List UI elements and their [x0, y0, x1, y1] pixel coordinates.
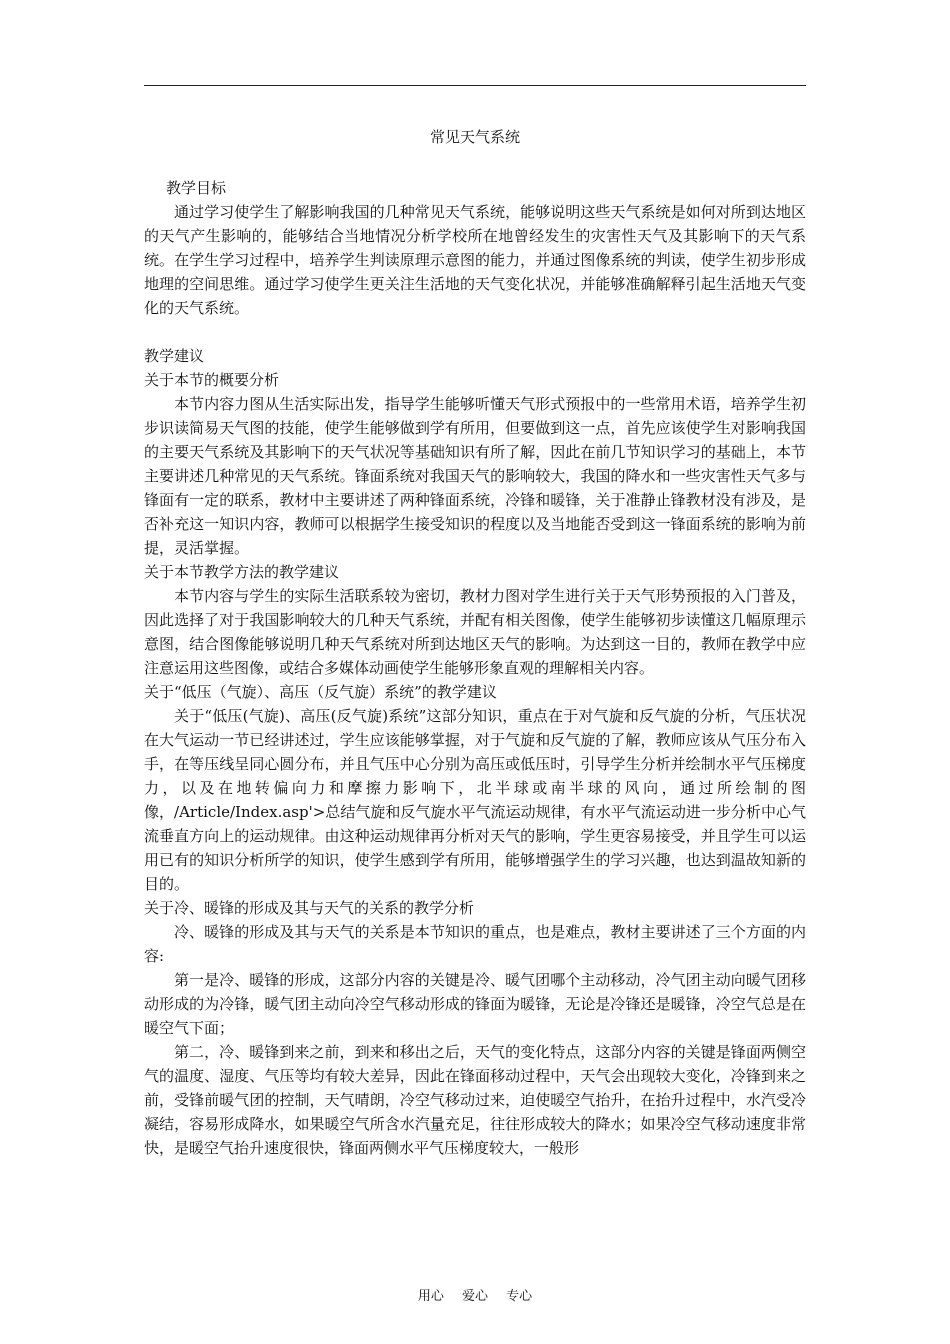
overview-paragraph: 本节内容力图从生活实际出发，指导学生能够听懂天气形式预报中的一些常用术语，培养学生初步识读简易天气图的技能，使学生能够做到学有所用，但要做到这一点，首先应该使学生对影响我国的主要天气系统及其影响下的天气状况等基础知识有所了解，因此在前几节知识学习的基础上，本节主要讲述几种常见的天气系统。锋面系统对我国天气的影响较大，我国的降水和一些灾害性天气多与锋面有一定的联系，教材中主要讲述了两种锋面系统，冷锋和暖锋，关于准静止锋教材没有涉及，是否补充这一知识内容，教师可以根据学生接受知识的程度以及当地能否受到这一锋面系统的影响为前提，灵活掌握。	[144, 395, 806, 557]
overview-heading: 关于本节的概要分析	[144, 371, 280, 389]
front-intro-paragraph: 冷、暖锋的形成及其与天气的关系是本节知识的重点，也是难点，教材主要讲述了三个方面的内容:	[144, 923, 806, 965]
cyclone-paragraph: 关于“低压(气旋)、高压(反气旋)系统”这部分知识，重点在于对气旋和反气旋的分析，气压状况在大气运动一节已经讲述过，学生应该能够掌握，对于气旋和反气旋的了解，教师应该从气压分布入手，在等压线呈同心圆分布，并且气压中心分别为高压或低压时，引导学生分析并绘制水平气压梯度力，以及在地转偏向力和摩擦力影响下，北半球或南半球的风向，通过所绘制的图像，/Article/Index.asp'>总结气旋和反气旋水平气流运动规律，有水平气流运动进一步分析中心气流垂直方向上的运动规律。由这种运动规律再分析对天气的影响，学生更容易接受，并且学生可以运用已有的知识分析所学的知识，使学生感到学有所用，能够增强学生的学习兴趣，也达到温故知新的目的。	[144, 707, 806, 893]
method-heading: 关于本节教学方法的教学建议	[144, 563, 340, 581]
front-heading: 关于冷、暖锋的形成及其与天气的关系的教学分析	[144, 899, 475, 917]
header-rule	[144, 85, 806, 86]
section-gap	[144, 320, 806, 344]
page-footer: 用心 爱心 专心	[417, 1289, 533, 1304]
suggestions-heading: 教学建议	[144, 347, 205, 365]
front-first-paragraph: 第一是冷、暖锋的形成，这部分内容的关键是冷、暖气团哪个主动移动，冷气团主动向暖气团移动形成的为冷锋，暖气团主动向冷空气移动形成的锋面为暖锋，无论是冷锋还是暖锋，冷空气总是在暖空气下面；	[144, 971, 806, 1037]
document-body	[144, 176, 806, 1160]
objectives-paragraph: 通过学习使学生了解影响我国的几种常见天气系统，能够说明这些天气系统是如何对所到达地区的天气产生影响的，能够结合当地情况分析学校所在地曾经发生的灾害性天气及其影响下的天气系统。在学生学习过程中，培养学生判读原理示意图的能力，并通过图像系统的判读，使学生初步形成地理的空间思维。通过学习使学生更关注生活地的天气变化状况，并能够准确解释引起生活地天气变化的天气系统。	[144, 203, 806, 317]
document-title: 常见天气系统	[429, 128, 520, 146]
method-paragraph: 本节内容与学生的实际生活联系较为密切，教材力图对学生进行关于天气形势预报的入门普及，因此选择了对于我国影响较大的几种天气系统，并配有相关图像，使学生能够初步读懂这几幅原理示意图，结合图像能够说明几种天气系统对所到达地区天气的影响。为达到这一目的，教师在教学中应注意运用这些图像，或结合多媒体动画使学生能够形象直观的理解相关内容。	[144, 587, 806, 677]
cyclone-heading: 关于“低压（气旋）、高压（反气旋）系统”的教学建议	[144, 683, 497, 701]
front-second-paragraph: 第二，冷、暖锋到来之前，到来和移出之后，天气的变化特点，这部分内容的关键是锋面两侧空气的温度、湿度、气压等均有较大差异，因此在锋面移动过程中，天气会出现较大变化，冷锋到来之前，受锋前暖气团的控制，天气晴朗，冷空气移动过来，迫使暖空气抬升，在抬升过程中，水汽受冷凝结，容易形成降水，如果暖空气所含水汽量充足，往往形成较大的降水；如果冷空气移动速度非常快，是暖空气抬升速度很快，锋面两侧水平气压梯度较大，一般形	[144, 1043, 806, 1157]
objectives-heading: 教学目标	[166, 179, 227, 197]
